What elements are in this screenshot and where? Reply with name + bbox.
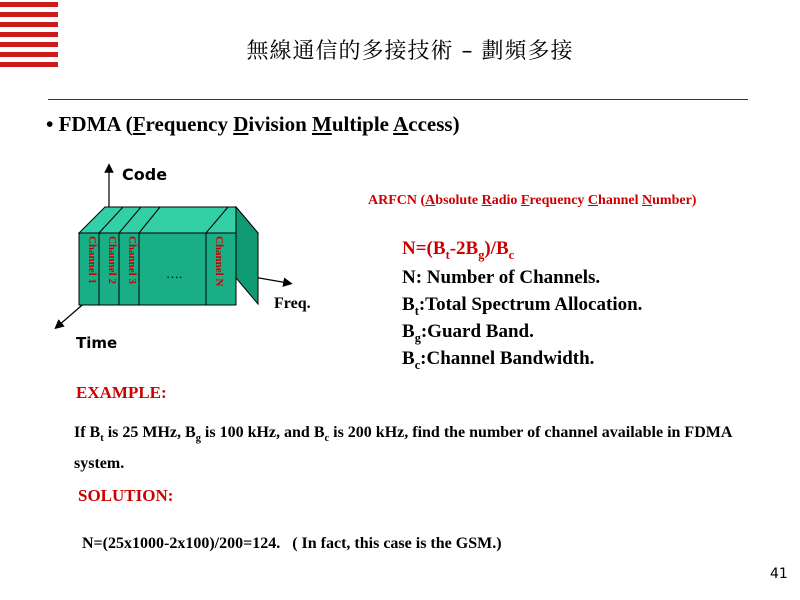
title-divider [48, 99, 748, 100]
arfcn-run: ARFCN ( [368, 193, 426, 208]
channel-ellipsis: …. [166, 266, 183, 281]
example-run: is 200 kHz, find the number of channel available in FDMA system. [74, 424, 732, 473]
example-heading: EXAMPLE: [76, 383, 167, 402]
fdma-diagram [36, 160, 356, 360]
channel-label: Channel N [213, 236, 225, 287]
fdma-bullet [46, 112, 460, 137]
example-run: g [195, 433, 201, 445]
definition-symbol: B [402, 348, 415, 369]
definition-text: : Number of Channels. [415, 267, 601, 288]
channel-formula [402, 238, 514, 263]
example-run: is 100 kHz, and B [200, 424, 325, 441]
formula-run: t [445, 247, 450, 262]
formula-run: c [508, 247, 515, 262]
arfcn-run: C [587, 193, 599, 208]
formula-run: g [478, 247, 485, 262]
block-side-face [236, 207, 258, 304]
example-run: is 25 MHz, B [103, 424, 196, 441]
definition-subscript: g [414, 330, 421, 345]
definition-symbol: B [402, 321, 415, 342]
fdma-heading-run: ccess) [408, 112, 460, 136]
channel-label: Channel 1 [86, 236, 98, 284]
definition-row [402, 291, 642, 318]
definition-row [402, 264, 642, 291]
slide-title: 無線通信的多接技術 – 劃頻多接 [246, 39, 574, 64]
bullet-marker: • [46, 112, 54, 136]
definition-row [402, 318, 642, 345]
definition-subscript: c [414, 357, 421, 372]
fdma-heading-run: F [132, 112, 146, 136]
freq-axis-label: Freq. [274, 295, 311, 312]
formula-run: -2B [449, 238, 479, 259]
arfcn-run: requency [529, 193, 588, 208]
solution-text: N=(25x1000-2x100)/200=124. ( In fact, this case is the GSM.) [82, 535, 502, 552]
fdma-heading-run: ivision [248, 112, 312, 136]
time-axis-label: Time [76, 334, 118, 352]
definition-text: :Total Spectrum Allocation. [418, 294, 643, 315]
definition-text: :Guard Band. [420, 321, 534, 342]
arfcn-run: hannel [598, 193, 643, 208]
block-front-face [79, 233, 236, 305]
example-run: If B [74, 424, 101, 441]
solution-heading: SOLUTION: [78, 486, 174, 505]
arfcn-run: F [520, 193, 530, 208]
fdma-heading-run: ultiple [331, 112, 394, 136]
formula-run: )/B [484, 238, 509, 259]
example-run: t [100, 433, 104, 445]
page-number: 41 [770, 566, 788, 582]
definition-text: :Channel Bandwidth. [420, 348, 595, 369]
arfcn-label [368, 193, 696, 209]
fdma-heading-run: FDMA ( [58, 112, 133, 136]
fdma-heading-run: D [233, 112, 249, 136]
definition-subscript: t [414, 303, 419, 318]
definition-symbol: N [402, 267, 416, 288]
definition-symbol: B [402, 294, 415, 315]
arfcn-run: adio [491, 193, 521, 208]
arfcn-run: A [425, 193, 436, 208]
arfcn-run: N [642, 193, 653, 208]
block-top-face [79, 207, 258, 233]
code-axis-label: Code [122, 165, 168, 184]
decorative-stripes [0, 0, 58, 74]
arfcn-run: bsolute [435, 193, 482, 208]
channel-label: Channel 2 [106, 236, 118, 284]
fdma-heading-run: M [312, 112, 332, 136]
formula-definitions [402, 264, 642, 372]
fdma-heading-run: A [393, 112, 409, 136]
definition-row [402, 345, 642, 372]
example-text [74, 420, 774, 476]
arfcn-run: R [481, 193, 492, 208]
formula-run: N=(B [402, 238, 446, 259]
arfcn-run: umber) [652, 193, 697, 208]
channel-label: Channel 3 [126, 236, 138, 284]
example-run: c [324, 433, 330, 445]
fdma-heading-text [59, 112, 460, 136]
fdma-heading-run: requency [145, 112, 234, 136]
